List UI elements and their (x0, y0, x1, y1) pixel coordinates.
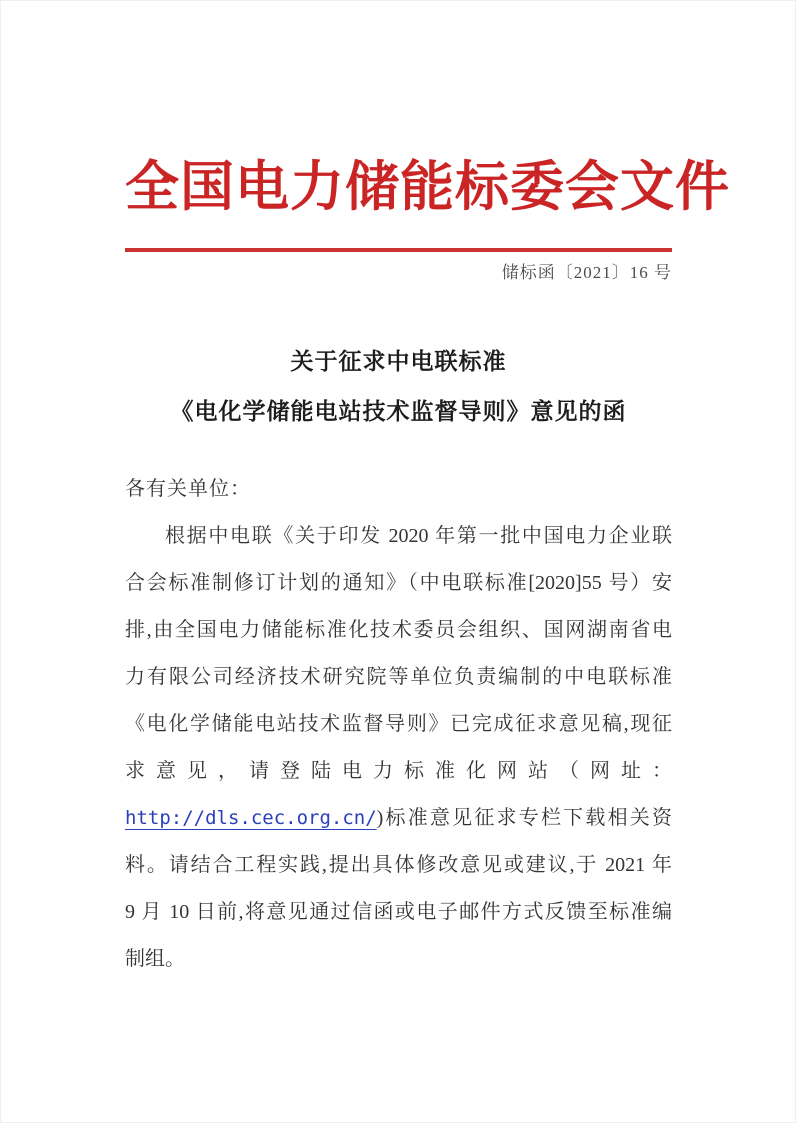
body-line-with-link (125, 795, 672, 842)
document-number: 储标函〔2021〕16 号 (501, 263, 672, 282)
body-line: 合会标准制修订计划的通知》（中电联标准[2020]55 号）安 (125, 572, 672, 594)
red-rule-divider (125, 248, 672, 252)
document-body (125, 466, 672, 983)
document-title (125, 336, 672, 436)
body-line: 排,由全国电力储能标准化技术委员会组织、国网湖南省电 (125, 619, 672, 641)
body-line: 制组。 (125, 948, 185, 970)
document-title-line-1: 关于征求中电联标准 (290, 348, 507, 374)
body-line: 求意见，请登陆电力标准化网站（网址： (125, 760, 672, 782)
body-line: 料。请结合工程实践,提出具体修改意见或建议,于 2021 年 (125, 854, 672, 876)
link-line-text: )标准意见征求专栏下载相关资 (376, 807, 672, 829)
body-line: 9 月 10 日前,将意见通过信函或电子邮件方式反馈至标准编 (125, 901, 672, 923)
body-line: 力有限公司经济技术研究院等单位负责编制的中电联标准 (125, 666, 672, 688)
salutation: 各有关单位： (125, 478, 251, 500)
body-line: 根据中电联《关于印发 2020 年第一批中国电力企业联 (165, 525, 672, 547)
document-title-line-2: 《电化学储能电站技术监督导则》意见的函 (170, 398, 627, 424)
standards-website-link[interactable]: http://dls.cec.org.cn/ (125, 807, 377, 829)
body-line: 《电化学储能电站技术监督导则》已完成征求意见稿,现征 (125, 713, 672, 735)
document-banner-title: 全国电力储能标委会文件 (125, 157, 730, 217)
